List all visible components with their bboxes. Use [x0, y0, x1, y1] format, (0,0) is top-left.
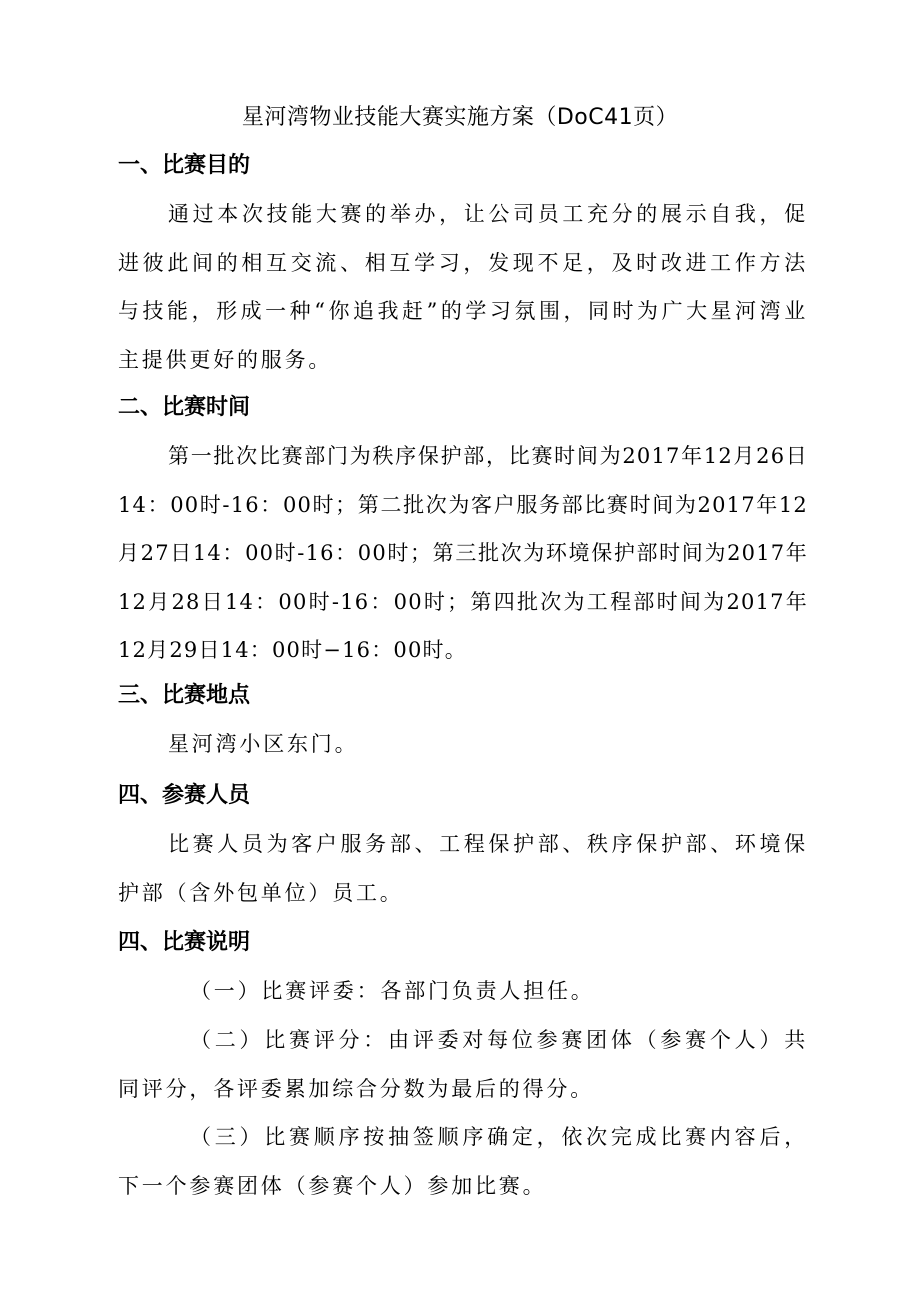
section-paragraph-rules-1: （一）比赛评委：各部门负责人担任。: [190, 979, 595, 1003]
section-paragraph-purpose: 通过本次技能大赛的举办，让公司员工充分的展示自我，促进彼此间的相互交流、相互学习，发现不足，及时改进工作方法与技能，形成一种“你追我赶”的学习氛围，同时为广大星河湾业主提供更好的服务。: [118, 202, 808, 372]
section-paragraph-participants: 比赛人员为客户服务部、工程保护部、秩序保护部、环境保护部（含外包单位）员工。: [118, 832, 808, 905]
section-heading-participants: 四、参赛人员: [118, 783, 251, 808]
section-paragraph-time: 第一批次比赛部门为秩序保护部，比赛时间为2017年12月26日14：00时-16：00时；第二批次为客户服务部比赛时间为2017年12月27日14：00时-16：00时；第三批次为环境保护部时间为2017年12月28日14：00时-16：00时；第四批次为工程部时间为2017年12月29日14：00时−16：00时。: [118, 444, 808, 662]
section-paragraph-rules-3: （三）比赛顺序按抽签顺序确定，依次完成比赛内容后，下一个参赛团体（参赛个人）参加比赛。: [118, 1125, 808, 1198]
section-heading-time: 二、比赛时间: [118, 395, 251, 420]
section-heading-purpose: 一、比赛目的: [118, 153, 251, 178]
section-paragraph-rules-2: （二）比赛评分：由评委对每位参赛团体（参赛个人）共同评分，各评委累加综合分数为最后的得分。: [118, 1028, 808, 1101]
document-title: 星河湾物业技能大赛实施方案（DoC41页）: [241, 105, 679, 130]
section-heading-rules: 四、比赛说明: [118, 930, 251, 955]
section-paragraph-location: 星河湾小区东门。: [168, 732, 359, 756]
section-heading-location: 三、比赛地点: [118, 683, 251, 708]
